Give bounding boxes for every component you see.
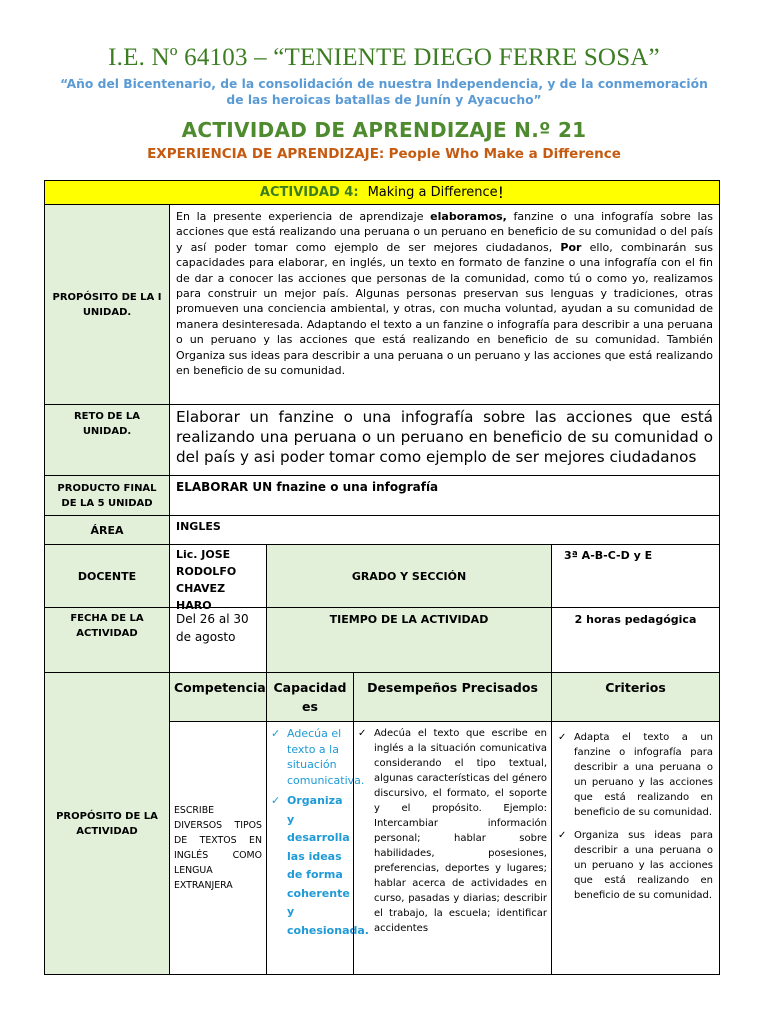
criterios-cell (551, 721, 720, 975)
header-criterios: Criterios (551, 672, 720, 722)
capacidad-item: ✓ Organiza y desarrolla las ideas de forma coherente y cohesionada. (271, 794, 369, 937)
reto-label: RETO DE LA UNIDAD. (44, 404, 170, 476)
fecha-value: Del 26 al 30 de agosto (169, 607, 267, 673)
header-capacidades: Capacidades (266, 672, 354, 722)
activity-name: Making a Difference (367, 185, 498, 200)
experience-title: People Who Make a Difference (388, 146, 621, 162)
reto-text: Elaborar un fanzine o una infografía sobre las acciones que está realizando una peruana o un peruano en beneficio de su comunidad o del país y asi poder tomar como ejemplo de ser mejores ciudadanos (169, 404, 720, 476)
check-icon: ✓ (558, 732, 567, 743)
activity-header-row: ACTIVIDAD 4 : Making a Difference ! (44, 180, 720, 205)
check-icon: ✓ (271, 727, 281, 740)
criterio-item: ✓ Organiza sus ideas para describir a una peruana o un peruano y las acciones que está realizando en beneficio de su comunidad. (558, 830, 713, 901)
school-name: I.E. Nº 64103 – “TENIENTE DIEGO FERRE SOSA” (108, 44, 660, 71)
competencia-cell (169, 721, 267, 975)
tiempo-value: 2 horas pedagógica (551, 607, 720, 673)
year-motto (40, 76, 728, 108)
capacidades-cell (266, 721, 369, 975)
producto-label: PRODUCTO FINAL DE LA 5 UNIDAD (44, 475, 170, 516)
proposito-unidad-text: En la presente experiencia de aprendizaje elaboramos, fanzine o una infografía sobre las acciones que está realizando una peruana o un peruano en beneficio de su comunidad o del país y así poder tomar como ejemplo de ser mejores ciudadanos, Por ello, combinarán sus capacidades para elaborar, en inglés, un texto en formato de fanzine o una infografía con el fin de dar a conocer las acciones que personas de la comunidad, como tú o como yo, realizamos para construir un mejor país. Algunas personas preservan sus lenguas y tradiciones, otras promueven una conciencia ambiental, y otras, con mucha voluntad, ayudan a su comunidad de manera desinteresada. Adaptando el texto a un fanzine o infografía para describir a una peruana o un peruano y las acciones que está realizando en beneficio de su comunidad. También Organiza sus ideas para describir a una peruana o un peruano y las acciones que está realizando en beneficio de su comunidad. (169, 204, 720, 405)
grado-label: GRADO Y SECCIÓN (266, 544, 552, 608)
header-desempenos: Desempeños Precisados (353, 672, 552, 722)
experience-label: EXPERIENCIA DE APRENDIZAJE: (147, 146, 385, 162)
tiempo-label: TIEMPO DE LA ACTIVIDAD (266, 607, 552, 673)
capacidades-list (269, 726, 369, 940)
check-icon: ✓ (558, 830, 567, 841)
motto-line-1: “Año del Bicentenario, de la consolidación de nuestra Independencia, y de la conmemoración (60, 77, 708, 91)
competencia-text: ESCRIBE DIVERSOS TIPOS DE TEXTOS EN INGLÉS COMO LENGUA EXTRANJERA (174, 805, 262, 891)
desempenos-list (356, 726, 547, 936)
producto-text: ELABORAR UN fnazine o una infografía (169, 475, 720, 516)
experience-heading (0, 146, 768, 162)
activity-number: ACTIVIDAD 4 (259, 185, 354, 200)
motto-line-2: de las heroicas batallas de Junín y Ayacucho” (226, 93, 542, 107)
check-icon: ✓ (358, 728, 367, 739)
proposito-actividad-label: PROPÓSITO DE LA ACTIVIDAD (44, 672, 170, 975)
check-icon: ✓ (271, 794, 281, 807)
docente-label: DOCENTE (44, 544, 170, 608)
grado-value: 3ª A-B-C-D y E (551, 544, 720, 608)
criterio-item: ✓ Adapta el texto a un fanzine o infografía para describir a una peruana o un peruano y las acciones que está realizando en beneficio de su comunidad. (558, 732, 713, 818)
desempeno-item: ✓ Adecúa el texto que escribe en inglés a la situación comunicativa considerando el tipo textual, algunas características del género discursivo, el formato, el soporte y el propósito. Ejemplo: Intercambiar información personal; hablar sobre habilidades, posesiones, preferencias, deportes y lugares; hablar acerca de actividades en curso, pasadas y diarias; describir el trabajo, la escuela; identificar accidentes (358, 728, 547, 934)
activity-title: ACTIVIDAD DE APRENDIZAJE N.º 21 (181, 118, 587, 142)
proposito-unidad-label: PROPÓSITO DE LA I UNIDAD. (44, 204, 170, 405)
criterios-list (556, 730, 713, 903)
header-competencia: Competencia (169, 672, 267, 722)
desempenos-cell (353, 721, 552, 975)
activity-exclamation: ! (497, 183, 505, 202)
capacidad-item: ✓ Adecúa el texto a la situación comunicativa. (271, 727, 365, 787)
fecha-label: FECHA DE LA ACTIVIDAD (44, 607, 170, 673)
activity-table (44, 180, 720, 975)
area-value: INGLES (169, 515, 720, 545)
docente-value: Lic. JOSE RODOLFO CHAVEZ HARO (169, 544, 267, 608)
area-label: ÁREA (44, 515, 170, 545)
